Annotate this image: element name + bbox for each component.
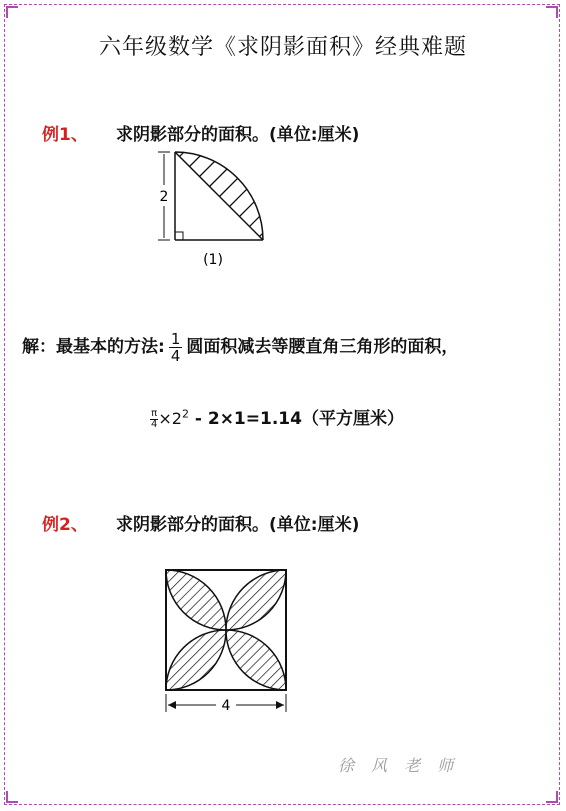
- example-2-header: [42, 510, 359, 535]
- arrow-left-icon: [168, 701, 176, 709]
- pi-numerator: π: [151, 407, 158, 419]
- figure-caption: (1): [203, 252, 223, 268]
- example-2-label: 例2、: [42, 515, 88, 535]
- solution-formula: [150, 404, 404, 430]
- formula-exponent: 2: [181, 407, 189, 421]
- arrow-right-icon: [276, 701, 284, 709]
- hypotenuse: [175, 152, 263, 240]
- example-1-label: 例1、: [42, 125, 88, 145]
- quarter-fraction: [169, 331, 183, 364]
- solution-suffix: 圆面积减去等腰直角三角形的面积，: [186, 337, 459, 357]
- petal-top-left: [166, 570, 226, 630]
- solution-text: [22, 330, 547, 364]
- petal-bottom-left: [166, 630, 226, 690]
- formula-base: ×2: [158, 409, 182, 428]
- fraction-numerator: 1: [170, 329, 181, 348]
- right-angle-mark: [175, 232, 183, 240]
- example-1-text: 求阴影部分的面积。(单位:厘米): [116, 125, 360, 145]
- page-title: 六年级数学《求阴影面积》经典难题: [98, 35, 467, 60]
- corner-mark: [546, 6, 558, 18]
- petal-bottom-right: [226, 630, 286, 690]
- example-2-figure: [158, 562, 298, 722]
- example-1-figure: [140, 140, 280, 275]
- petals: [166, 570, 286, 690]
- formula-rest: - 2×1=1.14（平方厘米）: [188, 409, 404, 429]
- solution-prefix: 解：最基本的方法:: [22, 337, 165, 357]
- dimension-label: 2: [159, 189, 169, 205]
- corner-mark: [546, 791, 558, 803]
- segment-hatching: [170, 140, 280, 244]
- corner-mark: [6, 6, 18, 18]
- pi-denominator: 4: [151, 418, 158, 430]
- teacher-signature: 徐 风 老 师: [338, 756, 460, 775]
- fraction-denominator: 4: [170, 346, 181, 365]
- petal-top-right: [226, 570, 286, 630]
- example-2-text: 求阴影部分的面积。(单位:厘米): [116, 515, 360, 535]
- dimension-label: 4: [221, 698, 231, 714]
- corner-mark: [6, 791, 18, 803]
